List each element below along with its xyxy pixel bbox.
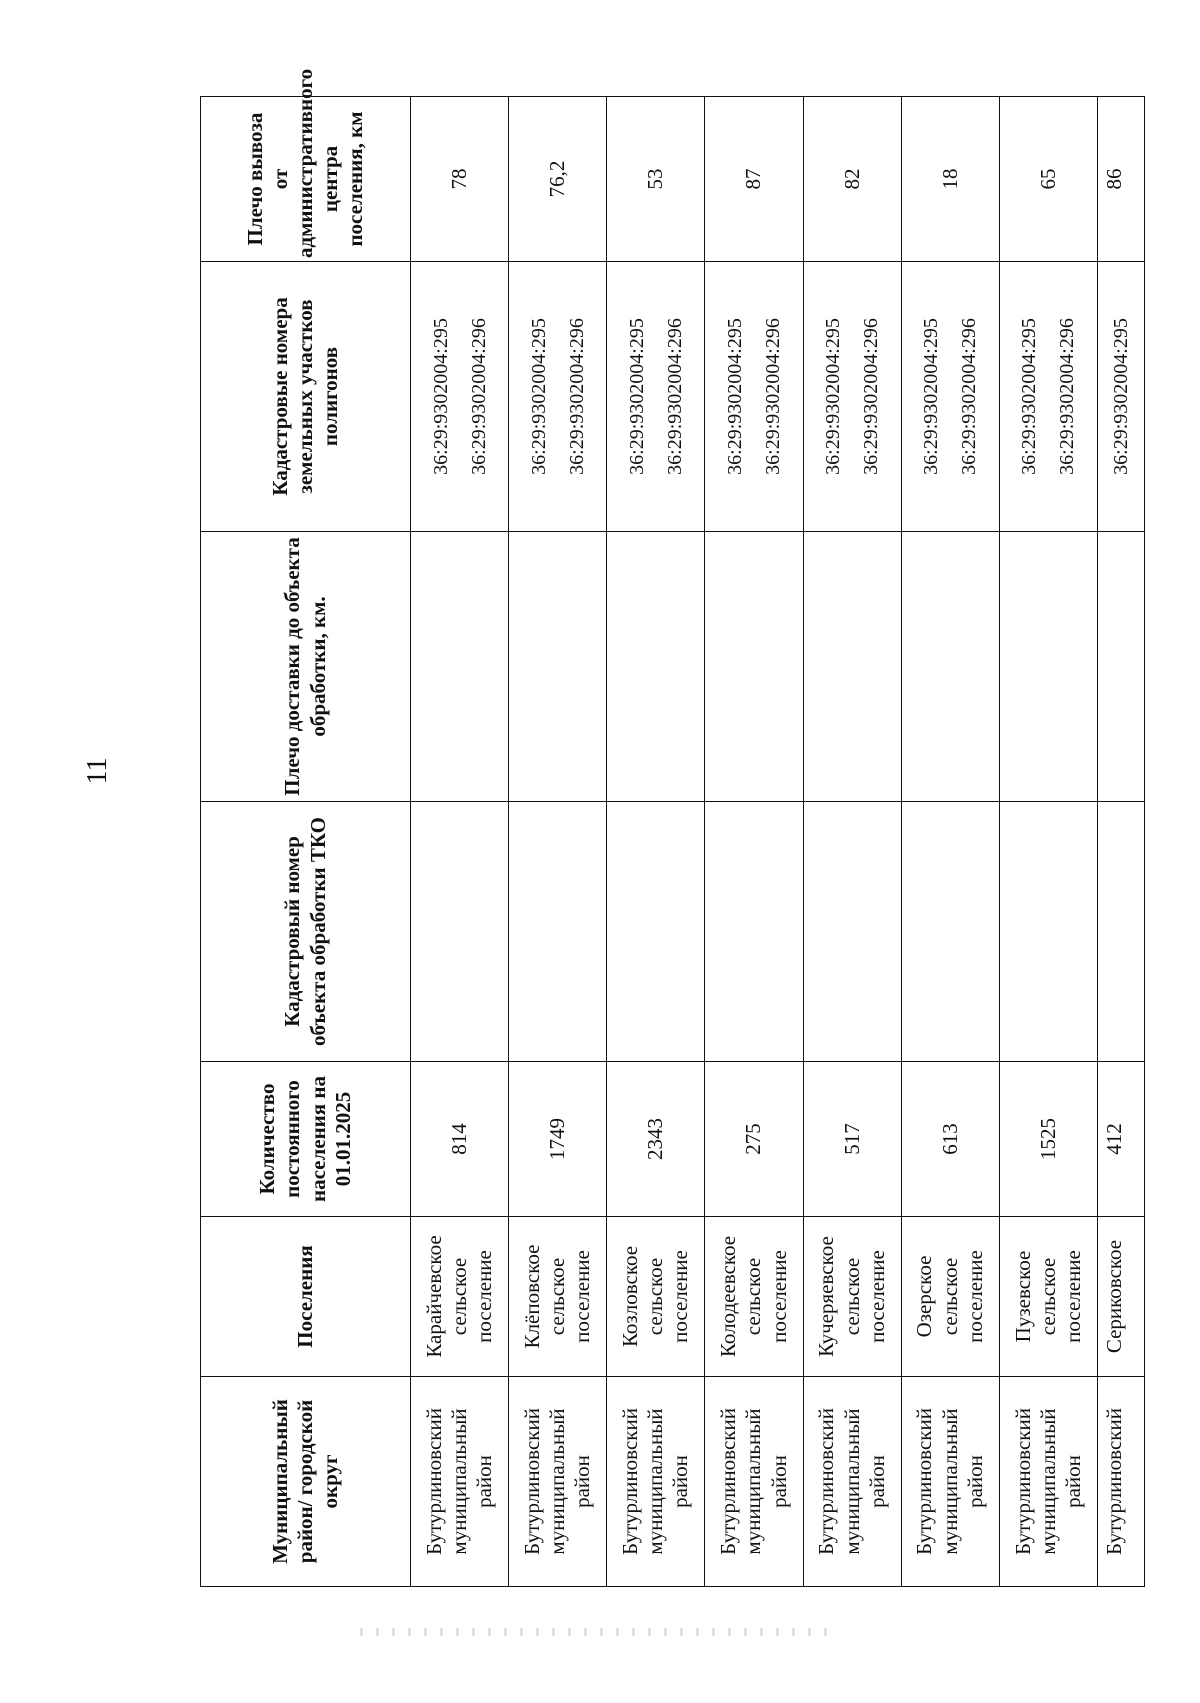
cell-district: Бутурлиновский муниципальный район	[901, 1377, 999, 1587]
cell-settlement: Пузевское сельское поселение	[999, 1217, 1097, 1377]
cell-cad-landfill	[509, 262, 607, 532]
cell-distance: 76,2	[509, 97, 607, 262]
cell-distance: 86	[1098, 97, 1145, 262]
cell-population: 412	[1098, 1062, 1145, 1217]
cell-settlement: Озерское сельское поселение	[901, 1217, 999, 1377]
cell-cad-processing	[803, 802, 901, 1062]
header-cad-processing: Кадастровый номер объекта обработки ТКО	[201, 802, 411, 1062]
header-district: Муниципальный район/ городской округ	[201, 1377, 411, 1587]
cell-population: 1749	[509, 1062, 607, 1217]
cell-distance: 87	[705, 97, 803, 262]
cell-dist-processing	[999, 532, 1097, 802]
cell-cad-processing	[411, 802, 509, 1062]
cell-district: Бутурлиновский муниципальный район	[411, 1377, 509, 1587]
cell-cad-landfill	[901, 262, 999, 532]
cad-number: 36:29:9302004:295	[822, 318, 845, 475]
cell-distance: 82	[803, 97, 901, 262]
cell-settlement: Кучеряевское сельское поселение	[803, 1217, 901, 1377]
page-number: 11	[82, 757, 113, 785]
cell-cad-landfill	[607, 262, 705, 532]
cad-number: 36:29:9302004:296	[565, 318, 588, 475]
cell-distance: 65	[999, 97, 1097, 262]
cell-settlement: Сериковское	[1098, 1217, 1145, 1377]
header-dist-admin: Плечо вывоза от административного центра поселения, км	[201, 97, 411, 262]
cell-dist-processing	[509, 532, 607, 802]
cell-population: 517	[803, 1062, 901, 1217]
cell-district: Бутурлиновский муниципальный район	[509, 1377, 607, 1587]
landfill-table	[200, 68, 1145, 1587]
cad-number: 36:29:9302004:295	[920, 318, 943, 475]
cell-cad-processing	[705, 802, 803, 1062]
table-row	[803, 97, 901, 1587]
cad-number: 36:29:9302004:296	[663, 318, 686, 475]
table-row	[999, 97, 1097, 1587]
cad-number: 36:29:9302004:295	[527, 318, 550, 475]
cell-population: 275	[705, 1062, 803, 1217]
cell-dist-processing	[607, 532, 705, 802]
cad-number: 36:29:9302004:295	[429, 318, 452, 475]
rotated-page-content	[200, 68, 1145, 1587]
cad-number: 36:29:9302004:296	[1056, 318, 1079, 475]
cell-cad-processing	[999, 802, 1097, 1062]
cell-cad-landfill	[411, 262, 509, 532]
cell-distance: 18	[901, 97, 999, 262]
cell-cad-processing	[901, 802, 999, 1062]
cad-number: 36:29:9302004:295	[625, 318, 648, 475]
cell-dist-processing	[803, 532, 901, 802]
header-settlement: Поселения	[201, 1217, 411, 1377]
table-row	[509, 97, 607, 1587]
cell-district: Бутурлиновский муниципальный район	[999, 1377, 1097, 1587]
table-row	[1098, 97, 1145, 1587]
cad-number: 36:29:9302004:296	[860, 318, 883, 475]
table-header-row	[201, 97, 411, 1587]
cell-district: Бутурлиновский муниципальный район	[607, 1377, 705, 1587]
cell-settlement: Карайчевское сельское поселение	[411, 1217, 509, 1377]
cell-dist-processing	[411, 532, 509, 802]
cell-population: 2343	[607, 1062, 705, 1217]
cad-number: 36:29:9302004:295	[1110, 318, 1132, 475]
cell-population: 1525	[999, 1062, 1097, 1217]
cell-population: 613	[901, 1062, 999, 1217]
cell-cad-landfill	[705, 262, 803, 532]
cad-number: 36:29:9302004:296	[958, 318, 981, 475]
table-row	[607, 97, 705, 1587]
cad-number: 36:29:9302004:295	[723, 318, 746, 475]
cell-dist-processing	[705, 532, 803, 802]
header-population: Количество постоянного населения на 01.01.2025	[201, 1062, 411, 1217]
cell-dist-processing	[901, 532, 999, 802]
table-row	[705, 97, 803, 1587]
cell-cad-processing	[1098, 802, 1145, 1062]
header-cad-landfill: Кадастровые номера земельных участков полигонов	[201, 262, 411, 532]
cad-number: 36:29:9302004:296	[761, 318, 784, 475]
cell-settlement: Козловское сельское поселение	[607, 1217, 705, 1377]
cell-cad-processing	[509, 802, 607, 1062]
cell-cad-processing	[607, 802, 705, 1062]
cell-cad-landfill	[1098, 262, 1145, 532]
cell-district: Бутурлиновский муниципальный район	[705, 1377, 803, 1587]
cell-district: Бутурлиновский муниципальный район	[803, 1377, 901, 1587]
table-body	[411, 97, 1145, 1587]
cell-distance: 53	[607, 97, 705, 262]
scan-noise	[360, 1628, 830, 1636]
cell-distance: 78	[411, 97, 509, 262]
cell-cad-landfill	[803, 262, 901, 532]
table-row	[901, 97, 999, 1587]
cad-number: 36:29:9302004:295	[1018, 318, 1041, 475]
cad-number: 36:29:9302004:296	[467, 318, 490, 475]
cell-population: 814	[411, 1062, 509, 1217]
table-row	[411, 97, 509, 1587]
cell-settlement: Колодеевское сельское поселение	[705, 1217, 803, 1377]
cell-dist-processing	[1098, 532, 1145, 802]
header-dist-processing: Плечо доставки до объекта обработки, км.	[201, 532, 411, 802]
cell-cad-landfill	[999, 262, 1097, 532]
cell-settlement: Клёповское сельское поселение	[509, 1217, 607, 1377]
cell-district: Бутурлиновский	[1098, 1377, 1145, 1587]
